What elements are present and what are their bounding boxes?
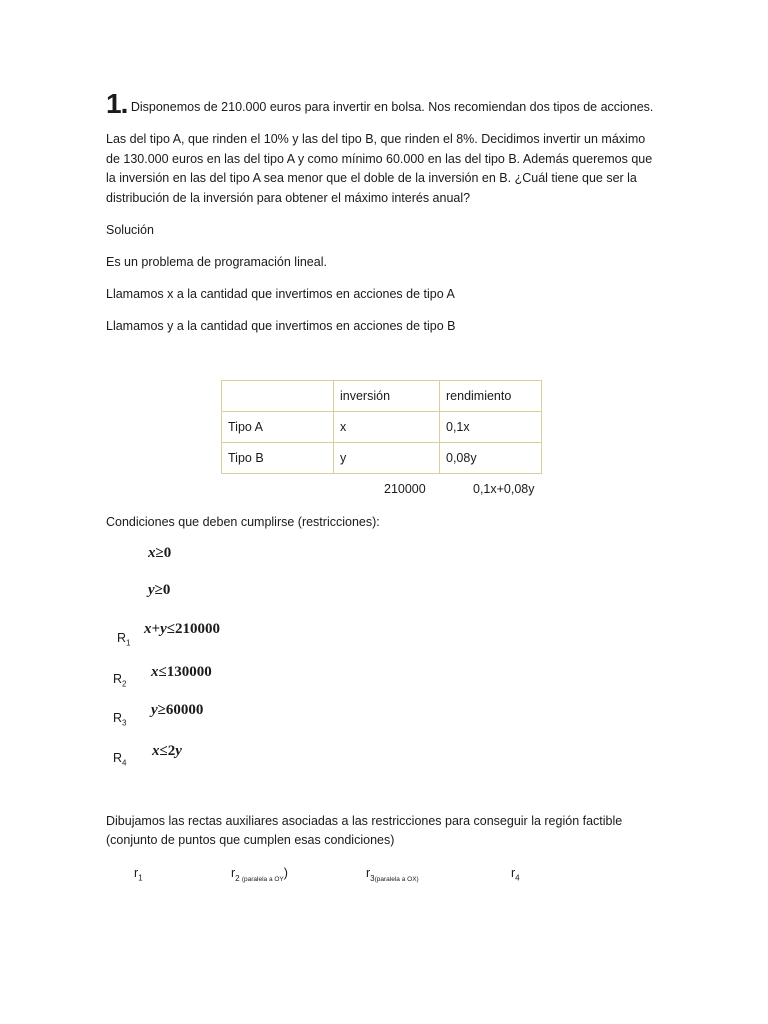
problem-line-2: de 130.000 euros en las del tipo A y como mínimo 60.000 en las del tipo B. Además queremos que [106, 152, 653, 166]
total-investment: 210000 [384, 482, 426, 496]
table-cell: x [334, 412, 440, 443]
line-label-r2: $r_{2 (paralela a OY}$) [231, 866, 288, 883]
constraint-op: ≥ [154, 582, 163, 598]
table-header-cell: inversión [334, 381, 440, 412]
constraint-val: 0 [163, 545, 172, 561]
problem-first-line [106, 88, 676, 119]
constraint-y-nonnegative [148, 582, 170, 599]
variable-y-definition: Llamamos y a la cantidad que invertimos en acciones de tipo B [106, 319, 456, 333]
restriction-r4: x≤2y [152, 743, 182, 759]
table-header-row [222, 381, 542, 412]
table-row [222, 443, 542, 474]
restriction-r3: y≥60000 [151, 702, 204, 718]
constraint-val: 0 [162, 582, 171, 598]
line-label-r4: $r_4$ [511, 866, 520, 883]
constraint-var: y [148, 582, 155, 598]
problem-number: 1. [106, 88, 128, 119]
drawing-text-line-2: (conjunto de puntos que cumplen esas condiciones) [106, 833, 395, 847]
restriction-label-r4: $R_4$ [113, 751, 127, 768]
line-label-r3: $r_{3(paralela a OX)}$ [366, 866, 419, 883]
problem-line-3: la inversión en las del tipo A sea menor que el doble de la inversión en B. ¿Cuál tiene que ser la [106, 171, 637, 185]
constraint-var: x [148, 545, 156, 561]
table-cell: Tipo A [222, 412, 334, 443]
total-yield: 0,1x+0,08y [473, 482, 535, 496]
restriction-r1: x+y≤210000 [144, 621, 220, 637]
solution-heading: Solución [106, 223, 154, 237]
problem-line-4: distribución de la inversión para obtener el máximo interés anual? [106, 191, 471, 205]
restriction-label-r1: $R_1$ [117, 631, 131, 648]
drawing-text-line-1: Dibujamos las rectas auxiliares asociadas a las restricciones para conseguir la región factible [106, 814, 623, 828]
problem-first-line-text: Disponemos de 210.000 euros para invertir en bolsa. Nos recomiendan dos tipos de acciones. [130, 100, 654, 114]
constraint-x-nonnegative [148, 545, 171, 562]
table-header-cell [222, 381, 334, 412]
constraint-op: ≥ [155, 545, 164, 561]
table-header-cell: rendimiento [440, 381, 542, 412]
investment-table [221, 380, 542, 474]
variable-x-definition: Llamamos x a la cantidad que invertimos en acciones de tipo A [106, 287, 455, 301]
restriction-r2: x≤130000 [151, 664, 212, 680]
table-cell: y [334, 443, 440, 474]
table-row [222, 412, 542, 443]
constraints-heading: Condiciones que deben cumplirse (restricciones): [106, 515, 380, 529]
solution-intro: Es un problema de programación lineal. [106, 255, 327, 269]
table-cell: Tipo B [222, 443, 334, 474]
problem-line-1: Las del tipo A, que rinden el 10% y las del tipo B, que rinden el 8%. Decidimos invertir un máximo [106, 132, 646, 146]
restriction-label-r3: $R_3$ [113, 711, 127, 728]
table-cell: 0,08y [440, 443, 542, 474]
table-cell: 0,1x [440, 412, 542, 443]
restriction-label-r2: $R_2$ [113, 672, 127, 689]
line-label-r1: $r_1$ [134, 866, 143, 883]
